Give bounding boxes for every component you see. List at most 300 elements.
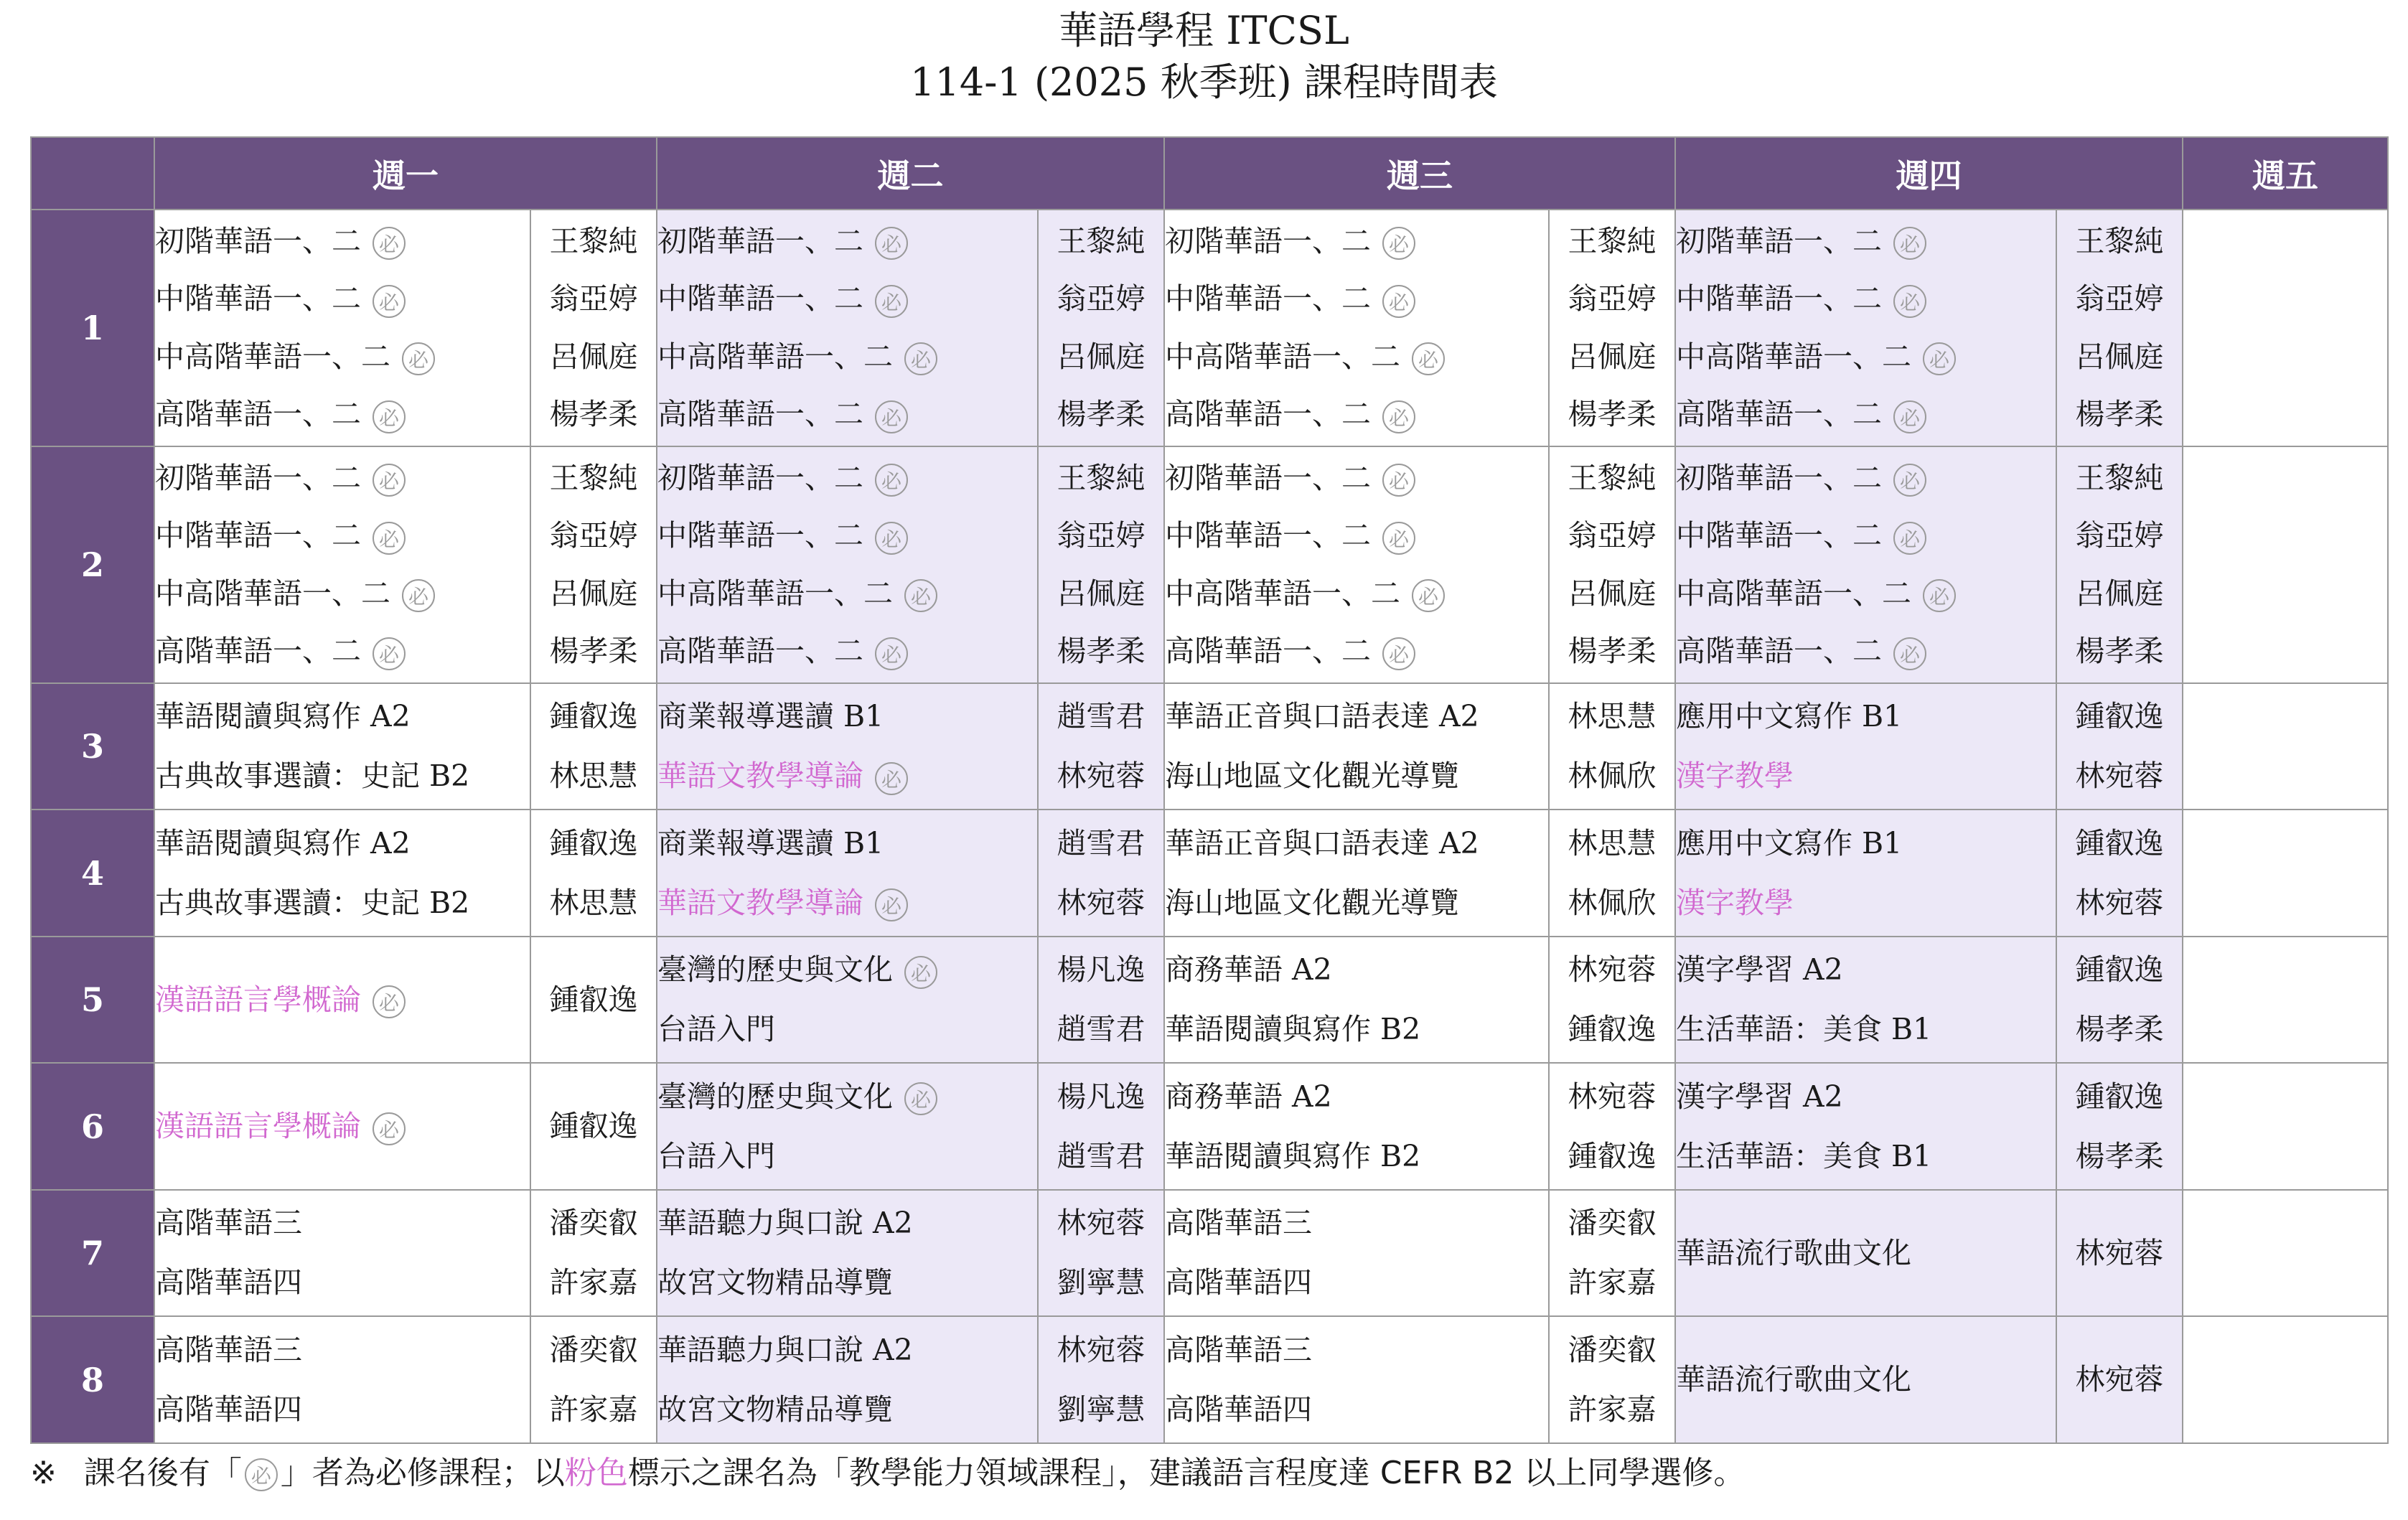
- course-line: [155, 817, 530, 871]
- course-name: 台語入門: [657, 1138, 775, 1173]
- teacher-cell: [530, 683, 657, 810]
- required-mark-icon: 必: [1923, 342, 1956, 375]
- required-mark-icon: 必: [875, 637, 908, 670]
- teacher-cell: [1549, 683, 1675, 810]
- teacher-name: 王黎純: [1057, 223, 1146, 258]
- teacher-cell: [1038, 1063, 1164, 1190]
- course-name: 中高階華語一、二: [1165, 339, 1400, 374]
- teacher-cell: [1549, 446, 1675, 683]
- required-mark-icon: 必: [904, 579, 937, 612]
- teacher-name: 劉寧慧: [1057, 1265, 1146, 1300]
- course-name: 中高階華語一、二: [155, 339, 390, 374]
- course-line: [1165, 624, 1548, 678]
- course-line: [155, 330, 530, 384]
- course-name: 華語聽力與口說 A2: [657, 1206, 913, 1241]
- teacher-name: 林思慧: [1568, 699, 1657, 734]
- course-line: [1165, 509, 1548, 563]
- teacher-name: 趙雪君: [1057, 1012, 1146, 1047]
- course-cell: [1675, 1316, 2056, 1443]
- course-name: 古典故事選讀：史記 B2: [155, 759, 470, 794]
- course-cell: [154, 1316, 530, 1443]
- teacher-name: 林宛蓉: [1057, 759, 1146, 794]
- teacher-name: 呂佩庭: [1057, 576, 1146, 611]
- course-name: 高階華語三: [155, 1332, 302, 1367]
- required-mark-icon: 必: [1893, 464, 1926, 497]
- note-text-1: 課名後有「: [83, 1455, 242, 1491]
- teacher-name: 鍾叡逸: [549, 699, 638, 734]
- teacher-name: 林佩欣: [1568, 759, 1657, 794]
- teacher-name: 翁亞婷: [1568, 518, 1657, 553]
- teacher-name: 翁亞婷: [2075, 281, 2164, 316]
- page-title: 華語學程 ITCSL: [1059, 8, 1349, 53]
- course-cell: [1675, 1063, 2056, 1190]
- period-row: [31, 810, 2388, 937]
- teacher-name: 翁亞婷: [549, 518, 638, 553]
- required-mark-icon: 必: [1382, 522, 1415, 555]
- teacher-name: 翁亞婷: [1057, 518, 1146, 553]
- teacher-name: 許家嘉: [1568, 1392, 1657, 1427]
- course-name: 高階華語三: [1165, 1206, 1312, 1241]
- teacher-name: 王黎純: [1568, 223, 1657, 258]
- course-line: [155, 973, 530, 1027]
- course-line: [657, 272, 1037, 326]
- course-line: [1165, 388, 1548, 441]
- course-line: [657, 1383, 1037, 1437]
- teacher-name: 楊孝柔: [2075, 1138, 2164, 1173]
- course-line: [657, 509, 1037, 563]
- course-name: 華語文教學導論: [657, 759, 863, 794]
- course-cell: [1164, 937, 1549, 1064]
- period-label: 6: [31, 1063, 154, 1190]
- teacher-cell: [1549, 210, 1675, 446]
- course-cell: [154, 810, 530, 937]
- course-line: [1165, 272, 1548, 326]
- course-name: 初階華語一、二: [155, 223, 361, 258]
- required-mark-icon: 必: [875, 888, 908, 921]
- course-cell: [657, 810, 1038, 937]
- course-name: 中高階華語一、二: [657, 576, 893, 611]
- course-name: 高階華語一、二: [1676, 634, 1882, 669]
- course-name: 故宮文物精品導覽: [657, 1392, 893, 1427]
- teacher-name: 林宛蓉: [2075, 1235, 2164, 1270]
- teacher-cell: [1038, 810, 1164, 937]
- friday-cell: [2183, 810, 2388, 937]
- friday-cell: [2183, 446, 2388, 683]
- required-mark-icon: 必: [904, 342, 937, 375]
- course-name: 應用中文寫作 B1: [1676, 825, 1903, 860]
- teacher-cell: [2056, 683, 2183, 810]
- teacher-name: 楊孝柔: [549, 397, 638, 432]
- course-name: 高階華語一、二: [155, 397, 361, 432]
- day-header-thu: 週四: [1675, 137, 2183, 210]
- course-name: 中階華語一、二: [1165, 281, 1371, 316]
- teacher-name: 林宛蓉: [1057, 885, 1146, 920]
- teacher-name: 潘奕叡: [549, 1206, 638, 1241]
- course-line: [1165, 1130, 1548, 1183]
- course-line: [657, 1323, 1037, 1377]
- course-cell: [657, 1063, 1038, 1190]
- course-line: [1676, 1353, 2056, 1407]
- course-name: 古典故事選讀：史記 B2: [155, 885, 470, 920]
- course-cell: [1675, 683, 2056, 810]
- teacher-name: 林宛蓉: [2075, 885, 2164, 920]
- corner-cell: [31, 137, 154, 210]
- course-cell: [657, 683, 1038, 810]
- teacher-cell: [1549, 1316, 1675, 1443]
- required-mark-icon: 必: [373, 522, 406, 555]
- required-mark-icon: 必: [1412, 342, 1445, 375]
- course-line: [1676, 1226, 2056, 1280]
- teacher-name: 呂佩庭: [2075, 339, 2164, 374]
- required-mark-icon: 必: [1893, 637, 1926, 670]
- course-name: 中階華語一、二: [155, 281, 361, 316]
- course-cell: [154, 1063, 530, 1190]
- course-name: 華語閱讀與寫作 B2: [1165, 1012, 1421, 1047]
- note-text-3: 標示之課名為「教學能力領域課程」，建議語言程度達 CEFR B2 以上同學選修。: [627, 1455, 1746, 1491]
- teacher-name: 鍾叡逸: [2075, 1079, 2164, 1114]
- course-line: [657, 330, 1037, 384]
- course-line: [657, 690, 1037, 743]
- course-name: 高階華語四: [1165, 1265, 1312, 1300]
- required-mark-icon: 必: [875, 285, 908, 318]
- teacher-name: 林宛蓉: [1057, 1206, 1146, 1241]
- day-header-mon: 週一: [154, 137, 657, 210]
- teacher-name: 林宛蓉: [2075, 1362, 2164, 1397]
- friday-cell: [2183, 683, 2388, 810]
- course-name: 高階華語一、二: [1676, 397, 1882, 432]
- note-pink-word: 粉色: [564, 1455, 628, 1491]
- course-name: 高階華語一、二: [1165, 397, 1371, 432]
- course-name: 華語流行歌曲文化: [1676, 1362, 1911, 1397]
- course-name: 高階華語四: [1165, 1392, 1312, 1427]
- friday-cell: [2183, 1190, 2388, 1317]
- course-cell: [154, 937, 530, 1064]
- course-line: [657, 1196, 1037, 1250]
- friday-cell: [2183, 210, 2388, 446]
- teacher-name: 楊孝柔: [2075, 1012, 2164, 1047]
- course-line: [155, 1383, 530, 1437]
- course-name: 漢字教學: [1676, 759, 1794, 794]
- course-line: [1165, 451, 1548, 505]
- teacher-name: 鍾叡逸: [1568, 1012, 1657, 1047]
- course-line: [1165, 1323, 1548, 1377]
- course-name: 生活華語：美食 B1: [1676, 1012, 1932, 1047]
- required-mark-icon: 必: [373, 464, 406, 497]
- teacher-name: 鍾叡逸: [549, 825, 638, 860]
- course-name: 台語入門: [657, 1012, 775, 1047]
- course-line: [155, 509, 530, 563]
- course-line: [1165, 1196, 1548, 1250]
- course-name: 故宮文物精品導覽: [657, 1265, 893, 1300]
- period-label: 3: [31, 683, 154, 810]
- teacher-name: 楊凡逸: [1057, 1079, 1146, 1114]
- required-mark-icon: 必: [904, 956, 937, 989]
- teacher-name: 潘奕叡: [1568, 1206, 1657, 1241]
- day-header-tue: 週二: [657, 137, 1164, 210]
- required-mark-icon: 必: [373, 400, 406, 433]
- period-label: 2: [31, 446, 154, 683]
- required-mark-icon: 必: [402, 579, 435, 612]
- teacher-name: 許家嘉: [549, 1392, 638, 1427]
- teacher-name: 潘奕叡: [1568, 1332, 1657, 1367]
- course-line: [1676, 388, 2056, 441]
- course-name: 初階華語一、二: [1676, 460, 1882, 495]
- teacher-cell: [530, 1190, 657, 1317]
- teacher-name: 呂佩庭: [2075, 576, 2164, 611]
- required-mark-icon: 必: [875, 400, 908, 433]
- note-symbol: ※: [30, 1455, 57, 1491]
- note-text-2: 」者為必修課程；以: [280, 1455, 565, 1491]
- course-line: [1165, 817, 1548, 871]
- teacher-cell: [1549, 1190, 1675, 1317]
- course-line: [1165, 876, 1548, 930]
- course-line: [155, 451, 530, 505]
- teacher-name: 鍾叡逸: [1568, 1138, 1657, 1173]
- course-name: 高階華語一、二: [657, 397, 863, 432]
- course-line: [155, 1323, 530, 1377]
- friday-cell: [2183, 1316, 2388, 1443]
- course-line: [657, 215, 1037, 268]
- required-mark-icon: 必: [402, 342, 435, 375]
- teacher-name: 王黎純: [549, 460, 638, 495]
- day-header-fri: 週五: [2183, 137, 2388, 210]
- teacher-name: 楊孝柔: [1057, 397, 1146, 432]
- teacher-cell: [1038, 683, 1164, 810]
- friday-cell: [2183, 1063, 2388, 1190]
- course-name: 應用中文寫作 B1: [1676, 699, 1903, 734]
- course-name: 高階華語三: [155, 1206, 302, 1241]
- teacher-name: 林宛蓉: [1568, 952, 1657, 987]
- required-mark-icon: 必: [373, 985, 406, 1018]
- teacher-cell: [530, 937, 657, 1064]
- teacher-name: 趙雪君: [1057, 825, 1146, 860]
- teacher-name: 楊孝柔: [2075, 397, 2164, 432]
- course-line: [1676, 624, 2056, 678]
- teacher-cell: [1038, 446, 1164, 683]
- course-name: 生活華語：美食 B1: [1676, 1138, 1932, 1173]
- schedule-table: [30, 136, 2389, 1444]
- required-mark-icon: 必: [1412, 579, 1445, 612]
- course-name: 商務華語 A2: [1165, 1079, 1332, 1114]
- course-name: 中高階華語一、二: [1676, 339, 1911, 374]
- course-line: [1676, 817, 2056, 871]
- teacher-name: 鍾叡逸: [2075, 825, 2164, 860]
- required-mark-icon: 必: [1382, 227, 1415, 260]
- teacher-cell: [530, 1316, 657, 1443]
- teacher-name: 林思慧: [549, 885, 638, 920]
- course-line: [155, 215, 530, 268]
- required-mark-icon: 必: [373, 1112, 406, 1145]
- period-label: 5: [31, 937, 154, 1064]
- page-subtitle: 114-1 (2025 秋季班) 課程時間表: [910, 60, 1498, 105]
- course-cell: [1675, 810, 2056, 937]
- teacher-name: 翁亞婷: [1057, 281, 1146, 316]
- course-name: 初階華語一、二: [155, 460, 361, 495]
- teacher-name: 林宛蓉: [1568, 1079, 1657, 1114]
- footnote: [30, 1448, 1745, 1498]
- teacher-cell: [1549, 810, 1675, 937]
- required-mark-icon: 必: [373, 637, 406, 670]
- teacher-name: 趙雪君: [1057, 699, 1146, 734]
- course-line: [1676, 272, 2056, 326]
- course-line: [1676, 567, 2056, 621]
- teacher-cell: [530, 810, 657, 937]
- teacher-name: 潘奕叡: [549, 1332, 638, 1367]
- required-mark-icon: 必: [875, 522, 908, 555]
- teacher-name: 楊孝柔: [549, 634, 638, 669]
- schedule-body: [31, 210, 2388, 1443]
- teacher-cell: [1038, 210, 1164, 446]
- course-line: [1165, 943, 1548, 997]
- teacher-name: 呂佩庭: [1568, 576, 1657, 611]
- friday-cell: [2183, 937, 2388, 1064]
- course-name: 漢字學習 A2: [1676, 952, 1843, 987]
- required-mark-icon: 必: [1382, 637, 1415, 670]
- course-line: [155, 624, 530, 678]
- course-name: 漢語語言學概論: [155, 982, 361, 1017]
- course-line: [1676, 690, 2056, 743]
- course-name: 高階華語一、二: [155, 634, 361, 669]
- course-cell: [154, 446, 530, 683]
- teacher-cell: [2056, 210, 2183, 446]
- course-name: 中階華語一、二: [1165, 518, 1371, 553]
- required-mark-icon: 必: [1923, 579, 1956, 612]
- period-row: [31, 210, 2388, 446]
- teacher-name: 呂佩庭: [549, 576, 638, 611]
- course-line: [155, 690, 530, 743]
- course-cell: [1675, 210, 2056, 446]
- course-cell: [657, 1190, 1038, 1317]
- course-line: [657, 1256, 1037, 1310]
- teacher-name: 翁亞婷: [1568, 281, 1657, 316]
- teacher-cell: [530, 446, 657, 683]
- course-cell: [1164, 1316, 1549, 1443]
- course-name: 中高階華語一、二: [657, 339, 893, 374]
- course-line: [1165, 330, 1548, 384]
- teacher-cell: [1038, 1316, 1164, 1443]
- course-line: [1676, 876, 2056, 930]
- period-label: 7: [31, 1190, 154, 1317]
- course-name: 中階華語一、二: [657, 518, 863, 553]
- course-line: [1676, 1003, 2056, 1056]
- period-row: [31, 1316, 2388, 1443]
- teacher-name: 鍾叡逸: [2075, 952, 2164, 987]
- course-name: 商業報導選讀 B1: [657, 699, 884, 734]
- teacher-name: 鍾叡逸: [549, 1109, 638, 1144]
- teacher-name: 呂佩庭: [1057, 339, 1146, 374]
- course-line: [657, 817, 1037, 871]
- day-header-wed: 週三: [1164, 137, 1675, 210]
- teacher-name: 楊凡逸: [1057, 952, 1146, 987]
- course-line: [1165, 1003, 1548, 1056]
- course-name: 初階華語一、二: [1165, 460, 1371, 495]
- course-name: 華語閱讀與寫作 A2: [155, 825, 411, 860]
- teacher-name: 楊孝柔: [2075, 634, 2164, 669]
- required-mark-icon: 必: [373, 227, 406, 260]
- course-cell: [1164, 683, 1549, 810]
- course-line: [1676, 943, 2056, 997]
- course-line: [1676, 1070, 2056, 1124]
- teacher-name: 林思慧: [549, 759, 638, 794]
- course-name: 臺灣的歷史與文化: [657, 1079, 893, 1114]
- teacher-name: 翁亞婷: [549, 281, 638, 316]
- course-name: 中高階華語一、二: [155, 576, 390, 611]
- course-cell: [1164, 210, 1549, 446]
- course-line: [1165, 1256, 1548, 1310]
- required-mark-icon: 必: [904, 1082, 937, 1115]
- course-name: 海山地區文化觀光導覽: [1165, 759, 1459, 794]
- period-row: [31, 683, 2388, 810]
- course-name: 海山地區文化觀光導覽: [1165, 885, 1459, 920]
- course-name: 中階華語一、二: [1676, 281, 1882, 316]
- course-name: 高階華語四: [155, 1265, 302, 1300]
- course-name: 中階華語一、二: [155, 518, 361, 553]
- course-line: [657, 451, 1037, 505]
- required-mark-icon: 必: [245, 1458, 278, 1491]
- course-name: 臺灣的歷史與文化: [657, 952, 893, 987]
- course-cell: [1164, 1190, 1549, 1317]
- course-cell: [657, 1316, 1038, 1443]
- period-row: [31, 1063, 2388, 1190]
- course-cell: [154, 1190, 530, 1317]
- teacher-name: 林宛蓉: [1057, 1332, 1146, 1367]
- course-name: 華語聽力與口說 A2: [657, 1332, 913, 1367]
- course-line: [657, 624, 1037, 678]
- course-name: 華語流行歌曲文化: [1676, 1235, 1911, 1270]
- teacher-name: 呂佩庭: [549, 339, 638, 374]
- course-line: [657, 749, 1037, 803]
- course-line: [155, 749, 530, 803]
- course-name: 漢字學習 A2: [1676, 1079, 1843, 1114]
- required-mark-icon: 必: [875, 464, 908, 497]
- course-name: 初階華語一、二: [1676, 223, 1882, 258]
- course-line: [1165, 690, 1548, 743]
- period-row: [31, 446, 2388, 683]
- teacher-name: 鍾叡逸: [2075, 699, 2164, 734]
- course-line: [657, 876, 1037, 930]
- course-line: [657, 1003, 1037, 1056]
- course-line: [155, 1196, 530, 1250]
- teacher-cell: [2056, 1063, 2183, 1190]
- teacher-name: 楊孝柔: [1568, 634, 1657, 669]
- teacher-name: 楊孝柔: [1057, 634, 1146, 669]
- course-cell: [1675, 937, 2056, 1064]
- course-cell: [1675, 1190, 2056, 1317]
- required-mark-icon: 必: [1382, 400, 1415, 433]
- required-mark-icon: 必: [1382, 464, 1415, 497]
- course-name: 中階華語一、二: [1676, 518, 1882, 553]
- teacher-name: 林佩欣: [1568, 885, 1657, 920]
- course-line: [155, 1256, 530, 1310]
- teacher-name: 王黎純: [2075, 223, 2164, 258]
- period-label: 1: [31, 210, 154, 446]
- teacher-cell: [2056, 446, 2183, 683]
- teacher-cell: [2056, 937, 2183, 1064]
- teacher-cell: [530, 1063, 657, 1190]
- course-name: 華語閱讀與寫作 B2: [1165, 1138, 1421, 1173]
- course-line: [155, 567, 530, 621]
- teacher-name: 林宛蓉: [2075, 759, 2164, 794]
- required-mark-icon: 必: [1893, 285, 1926, 318]
- teacher-name: 王黎純: [1568, 460, 1657, 495]
- course-line: [1676, 330, 2056, 384]
- period-label: 4: [31, 810, 154, 937]
- course-name: 中高階華語一、二: [1165, 576, 1400, 611]
- course-cell: [1164, 810, 1549, 937]
- course-cell: [1164, 1063, 1549, 1190]
- course-line: [155, 272, 530, 326]
- teacher-name: 鍾叡逸: [549, 982, 638, 1017]
